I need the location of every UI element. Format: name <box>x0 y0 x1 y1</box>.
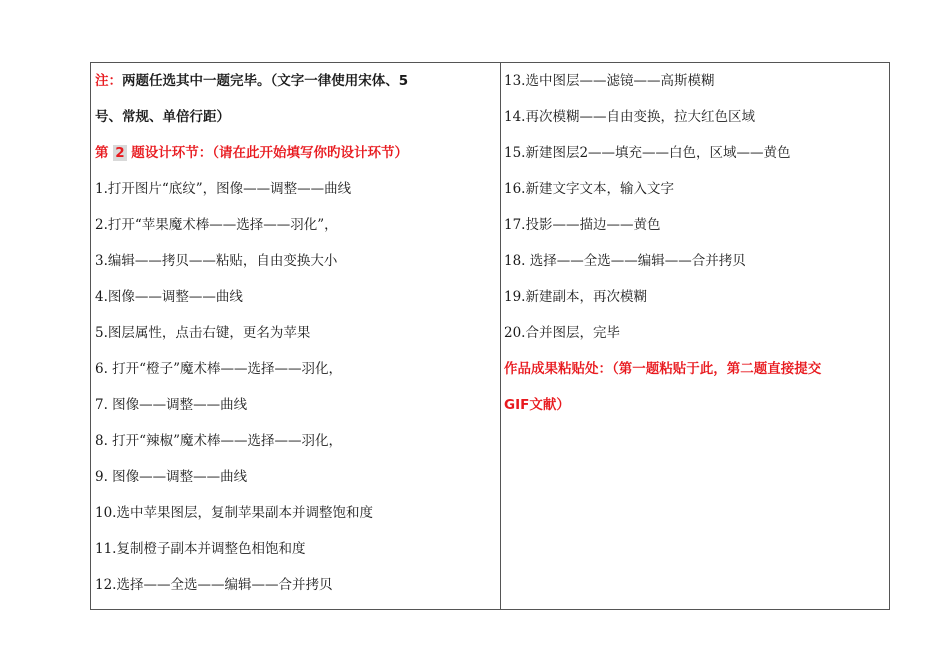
section-number: 2 <box>115 145 125 161</box>
step-14: 14.再次模糊——自由变换，拉大红色区域 <box>504 109 755 125</box>
step-19: 19.新建副本，再次模糊 <box>504 289 647 305</box>
step-6: 6. 打开“橙子”魔术棒——选择——羽化， <box>95 361 342 377</box>
note-text-1: 两题任选其中一题完毕。（文字一律使用宋体、5 <box>122 73 409 89</box>
step-20: 20.合并图层，完毕 <box>504 325 620 341</box>
note-label: 注： <box>95 73 122 89</box>
section-prefix: 第 <box>95 145 114 161</box>
step-11: 11.复制橙子副本并调整色相饱和度 <box>95 541 306 557</box>
step-2: 2.打开“苹果魔术棒——选择——羽化”， <box>95 217 338 233</box>
step-5: 5.图层属性，点击右键，更名为苹果 <box>95 325 311 341</box>
result-heading-2: GIF文献） <box>504 397 570 413</box>
note-line-1 <box>95 72 408 90</box>
step-13: 13.选中图层——滤镜——高斯模糊 <box>504 73 715 89</box>
step-10: 10.选中苹果图层，复制苹果副本并调整饱和度 <box>95 505 373 521</box>
left-column <box>91 63 500 609</box>
step-3: 3.编辑——拷贝——粘贴，自由变换大小 <box>95 253 338 269</box>
step-18: 18. 选择——全选——编辑——合并拷贝 <box>504 253 746 269</box>
step-15: 15.新建图层2——填充——白色，区域——黄色 <box>504 145 791 161</box>
section-suffix: 题设计环节：（请在此开始填写你旳设计环节） <box>126 145 409 161</box>
step-9: 9. 图像——调整——曲线 <box>95 469 248 485</box>
step-4: 4.图像——调整——曲线 <box>95 289 243 305</box>
result-heading-1: 作品成果粘贴处：（第一题粘贴于此，第二题直接提交 <box>504 361 822 377</box>
note-line-2: 号、常规、单倍行距） <box>95 109 230 125</box>
step-16: 16.新建文字文本，输入文字 <box>504 181 674 197</box>
step-17: 17.投影——描边——黄色 <box>504 217 661 233</box>
document-table <box>90 62 890 610</box>
right-column <box>501 63 891 609</box>
step-1: 1.打开图片“底纹”，图像——调整——曲线 <box>95 181 352 197</box>
step-8: 8. 打开“辣椒”魔术棒——选择——羽化， <box>95 433 342 449</box>
step-12: 12.选择——全选——编辑——合并拷贝 <box>95 577 333 593</box>
step-7: 7. 图像——调整——曲线 <box>95 397 248 413</box>
section-heading <box>95 144 408 162</box>
